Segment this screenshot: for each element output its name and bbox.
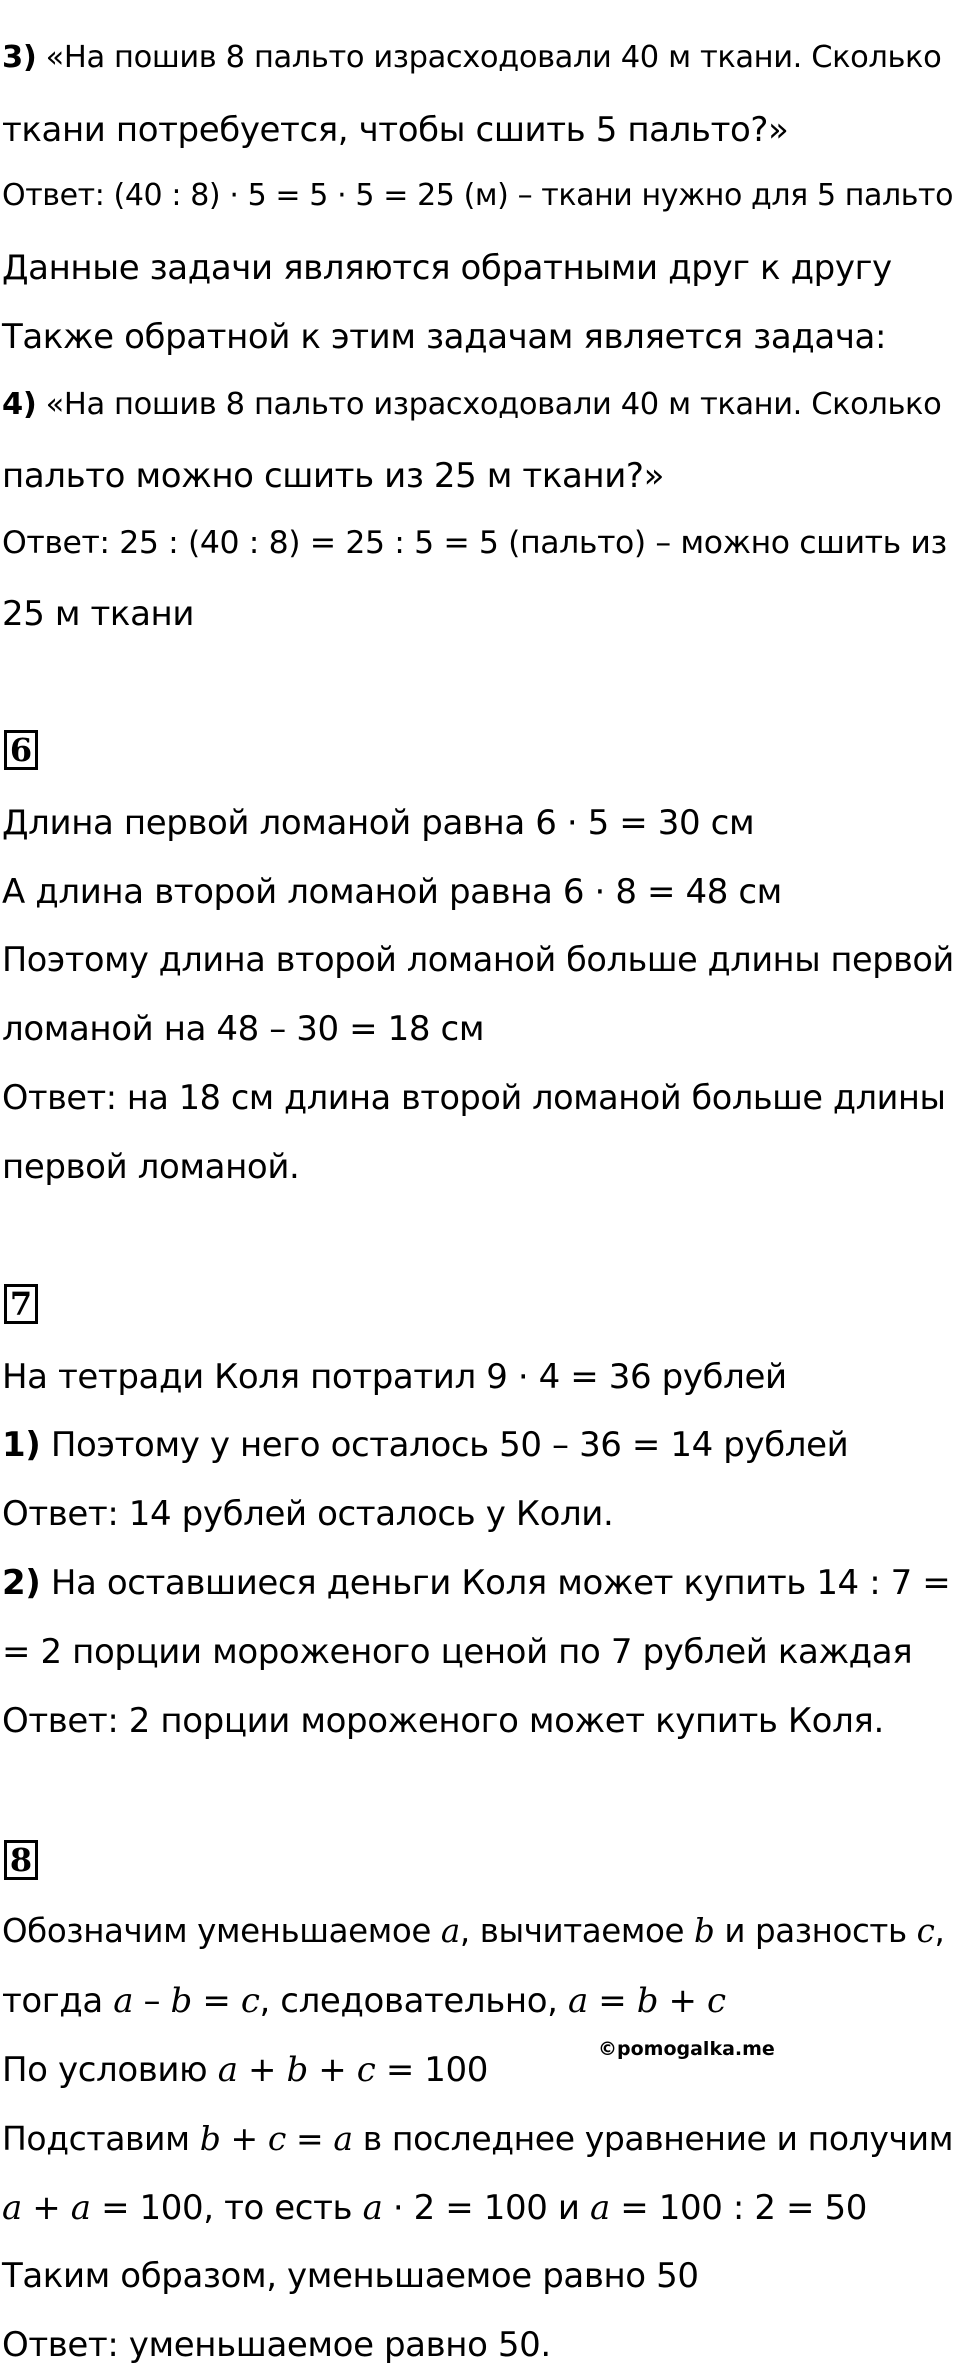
task4-line1: 4) «На пошив 8 пальто израсходовали 40 м ткани. Сколько	[2, 387, 942, 422]
ex7-part2-line2: = 2 порции мороженого ценой по 7 рублей каждая	[2, 1632, 913, 1672]
task3-note2: Также обратной к этим задачам является задача:	[2, 317, 887, 357]
task4-answer2: 25 м ткани	[2, 594, 195, 634]
ex8-line1: Обозначим уменьшаемое a, вычитаемое b и разность c,	[2, 1912, 945, 1950]
exercise-number-6: 6	[4, 730, 38, 770]
task4-line2: пальто можно сшить из 25 м ткани?»	[2, 456, 664, 496]
ex6-line1: Длина первой ломаной равна 6 · 5 = 30 см	[2, 803, 755, 843]
ex8-line2: тогда a – b = c, следовательно, a = b + c	[2, 1981, 726, 2021]
task3-line1: 3) «На пошив 8 пальто израсходовали 40 м ткани. Сколько	[2, 40, 942, 75]
ex8-line3: По условию a + b + c = 100	[2, 2050, 489, 2090]
task3-label: 3)	[2, 40, 37, 75]
ex8-line6: Таким образом, уменьшаемое равно 50	[2, 2256, 699, 2296]
task4-answer1: Ответ: 25 : (40 : 8) = 25 : 5 = 5 (пальто) – можно сшить из	[2, 525, 947, 561]
ex6-line2: А длина второй ломаной равна 6 · 8 = 48 см	[2, 872, 782, 912]
ex8-answer: Ответ: уменьшаемое равно 50.	[2, 2325, 551, 2365]
ex6-answer2: первой ломаной.	[2, 1147, 300, 1187]
task3-line2: ткани потребуется, чтобы сшить 5 пальто?»	[2, 110, 789, 150]
watermark: ©pomogalka.me	[598, 2038, 775, 2060]
task3-answer: Ответ: (40 : 8) · 5 = 5 · 5 = 25 (м) – ткани нужно для 5 пальто	[2, 178, 954, 213]
ex8-line4: Подставим b + c = a в последнее уравнение и получим	[2, 2119, 954, 2158]
ex8-line5: a + a = 100, то есть a · 2 = 100 и a = 100 : 2 = 50	[2, 2188, 867, 2228]
ex7-line1: На тетради Коля потратил 9 · 4 = 36 рублей	[2, 1357, 787, 1397]
ex7-part1-answer: Ответ: 14 рублей осталось у Коли.	[2, 1494, 614, 1534]
ex6-line4: ломаной на 48 – 30 = 18 см	[2, 1009, 485, 1049]
ex7-part2-answer: Ответ: 2 порции мороженого может купить Коля.	[2, 1701, 884, 1741]
ex6-answer1: Ответ: на 18 см длина второй ломаной больше длины	[2, 1078, 946, 1117]
task3-note1: Данные задачи являются обратными друг к другу	[2, 248, 892, 288]
ex7-part2: 2) На оставшиеся деньги Коля может купить 14 : 7 =	[2, 1563, 951, 1603]
ex7-part1-label: 1)	[2, 1425, 41, 1465]
ex7-part2-label: 2)	[2, 1563, 41, 1603]
ex6-line3: Поэтому длина второй ломаной больше длины первой	[2, 940, 954, 979]
ex7-part1: 1) Поэтому у него осталось 50 – 36 = 14 рублей	[2, 1425, 849, 1465]
exercise-number-8: 8	[4, 1840, 38, 1880]
exercise-number-7: 7	[4, 1284, 38, 1324]
task4-label: 4)	[2, 387, 37, 422]
